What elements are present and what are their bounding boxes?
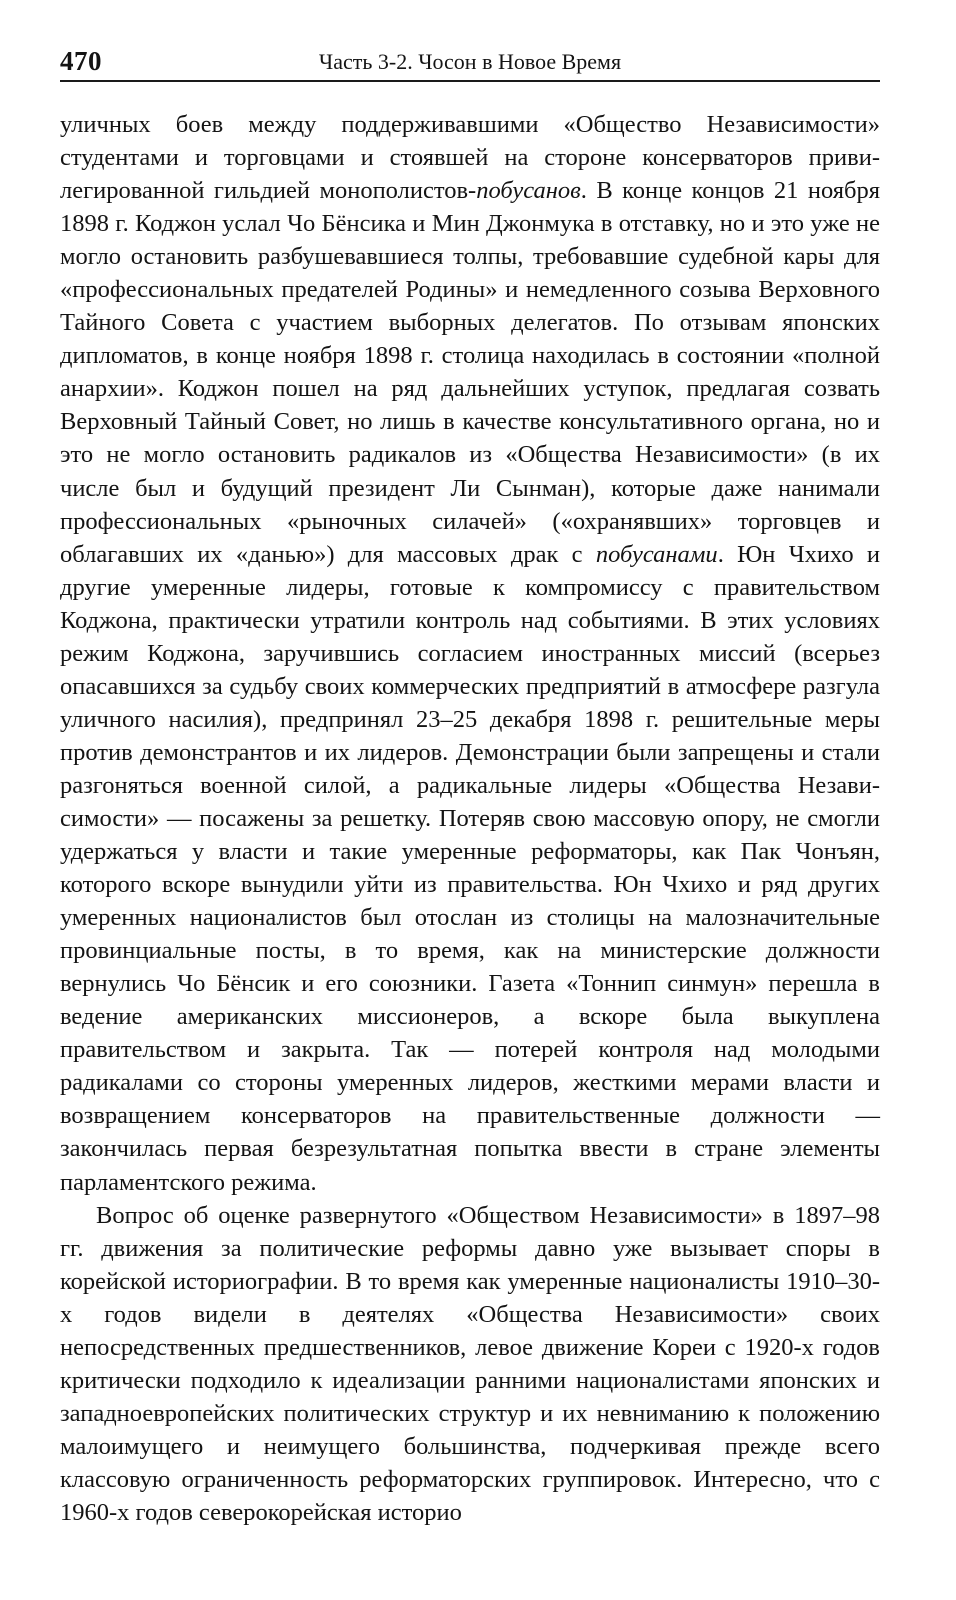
- paragraph: [60, 1199, 880, 1529]
- italic-term: побусанов: [476, 177, 581, 205]
- text-segment: . Юн Чхихо и другие умеренные лидеры, готовые к компромиссу с правительством Коджона, практически утратили контроль над событиями. В этих условиях режим Коджона, заручившись согласием иностранных миссий (всерьез опасавшихся за судьбу своих коммерческих предприятий в атмосфере разгула уличного насилия), предпринял 23–25 декабря 1898 г. решительные меры против демонстрантов и их лидеров. Демонстрации были запрещены и стали разгоняться военной силой, а радикальные лидеры «Общества Независимости» — посажены за решетку. Потеряв свою массовую опору, не смогли удержаться у власти и такие умеренные реформаторы, как Пак Чонъян, которого вскоре вынудили уйти из правительства. Юн Чхихо и ряд других умеренных националистов был отослан из столицы на малозначительные провинциальные посты, в то время, как на министерские должности вернулись Чо Бёнсик и его союзники. Газета «Тоннип синмун» перешла в ведение американских миссионеров, а вскоре была выкуплена правительством и закрыта. Так — потерей контроля над молодыми радикалами со стороны умеренных лидеров, жесткими мерами власти и возвращением консерваторов на правительственные должности — закончилась первая безрезультатная попытка ввести в стране элементы парламентского режима.: [60, 540, 880, 1196]
- running-title: Часть 3-2. Чосон в Новое Время: [318, 49, 622, 74]
- running-head: [60, 40, 880, 82]
- book-page: [60, 40, 880, 1529]
- page-number: 470: [60, 46, 102, 76]
- text-segment: Вопрос об оценке развернутого «Обществом Независимости» в 1897–98 гг. движения за политические реформы давно уже вызывает споры в корейской историографии. В то время как умеренные националисты 1910–30-х годов видели в деятелях «Общества Независимости» своих непосредственных предшественников, левое движение Кореи с 1920-х годов критически подходило к идеализации ранними националистами японских и западноевропейских политических структур и их невниманию к положению малоимущего и неимущего большинства, подчеркивая прежде всего классовую ограниченность реформаторских группировок. Интересно, что с 1960-х годов северокорейская историо: [60, 1201, 880, 1526]
- paragraph: [60, 108, 880, 1199]
- body-text: [60, 108, 880, 1529]
- italic-term: побусанами: [595, 540, 718, 568]
- text-segment: уличных боев между поддерживавшими «Общество Независимости» студентами и торговцами и стоявшей на стороне консерваторов привилегированной гильдией монополистов-: [60, 111, 880, 205]
- text-segment: . В конце концов 21 ноября 1898 г. Коджон услал Чо Бёнсика и Мин Джонмука в отставку, но и это уже не могло остановить разбушевавшиеся толпы, требовавшие судебной кары для «профессиональных предателей Родины» и немедленного созыва Верховного Тайного Совета с участием выборных делегатов. По отзывам японских дипломатов, в конце ноября 1898 г. столица находилась в состоянии «полной анархии». Коджон пошел на ряд дальнейших уступок, предлагая созвать Верховный Тайный Совет, но лишь в качестве консультативного органа, но и это не могло остановить радикалов из «Общества Независимости» (в их числе был и будущий президент Ли Сынман), которые даже нанимали профессиональных «рыночных силачей» («охранявших» торговцев и облагавших их «данью») для массовых драк с: [60, 177, 881, 568]
